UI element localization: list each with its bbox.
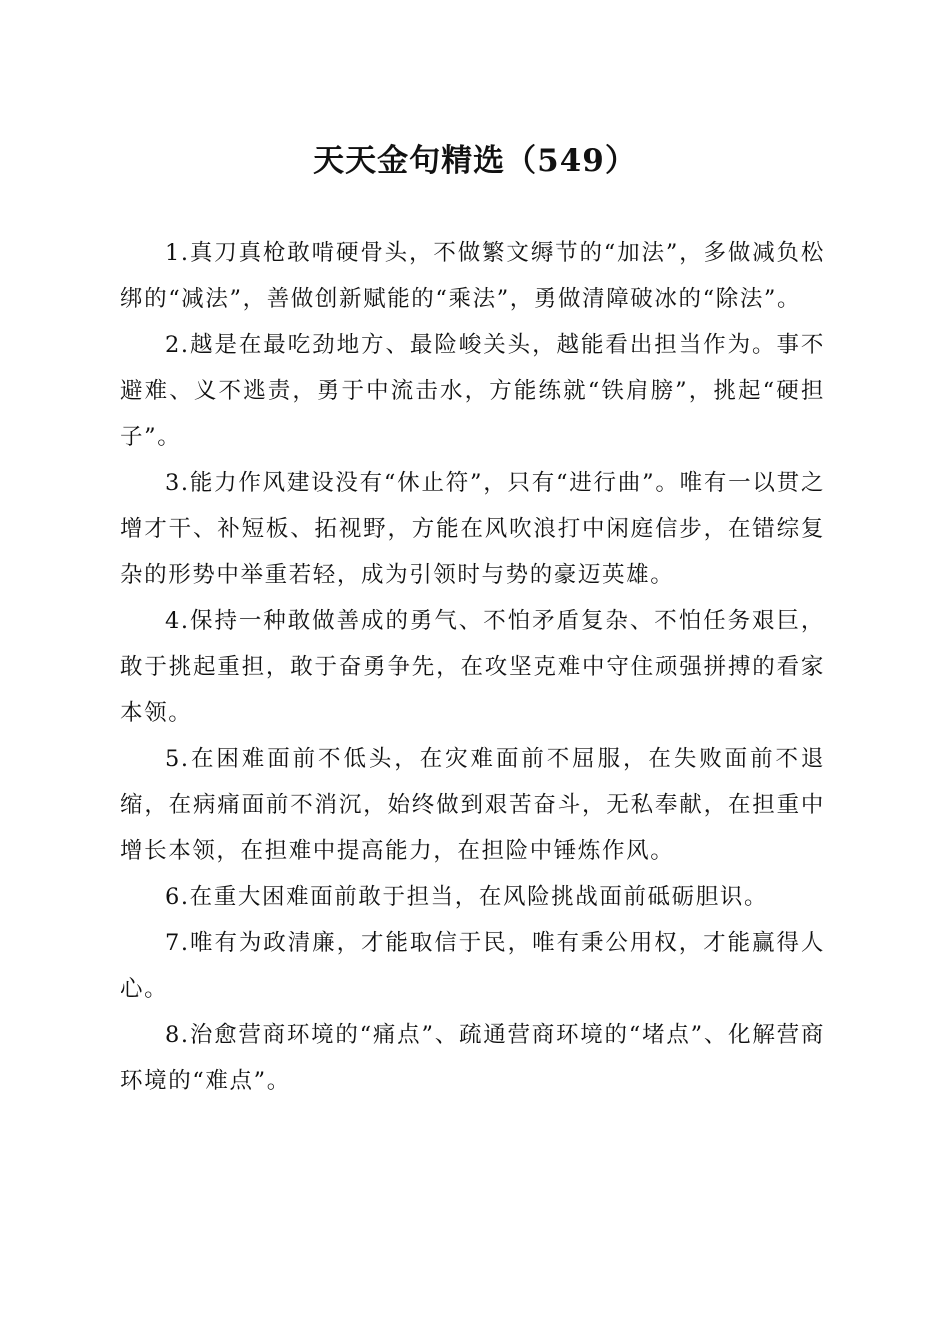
quote-paragraph-6: 6.在重大困难面前敢于担当，在风险挑战面前砥砺胆识。 xyxy=(165,884,769,910)
quote-paragraph-4: 4.保持一种敢做善成的勇气、不怕矛盾复杂、不怕任务艰巨，敢于挑起重担，敢于奋勇争先，在攻坚克难中守住顽强拼搏的看家本领。 xyxy=(120,608,825,726)
quote-paragraph-5: 5.在困难面前不低头，在灾难面前不屈服，在失败面前不退缩，在病痛面前不消沉，始终做到艰苦奋斗，无私奉献，在担重中增长本领，在担难中提高能力，在担险中锤炼作风。 xyxy=(120,746,825,864)
quote-paragraph-3: 3.能力作风建设没有“休止符”，只有“进行曲”。唯有一以贯之增才干、补短板、拓视野，方能在风吹浪打中闲庭信步，在错综复杂的形势中举重若轻，成为引领时与势的豪迈英雄。 xyxy=(120,470,825,588)
quote-paragraph-8: 8.治愈营商环境的“痛点”、疏通营商环境的“堵点”、化解营商环境的“难点”。 xyxy=(120,1022,825,1094)
document-title: 天天金句精选（549） xyxy=(313,143,637,179)
quote-paragraph-2: 2.越是在最吃劲地方、最险峻关头，越能看出担当作为。事不避难、义不逃责，勇于中流击水，方能练就“铁肩膀”，挑起“硬担子”。 xyxy=(120,332,825,450)
document-body xyxy=(120,230,825,1104)
quote-paragraph-7: 7.唯有为政清廉，才能取信于民，唯有秉公用权，才能赢得人心。 xyxy=(120,930,825,1002)
quote-paragraph-1: 1.真刀真枪敢啃硬骨头，不做繁文缛节的“加法”，多做减负松绑的“减法”，善做创新赋能的“乘法”，勇做清障破冰的“除法”。 xyxy=(120,240,825,312)
